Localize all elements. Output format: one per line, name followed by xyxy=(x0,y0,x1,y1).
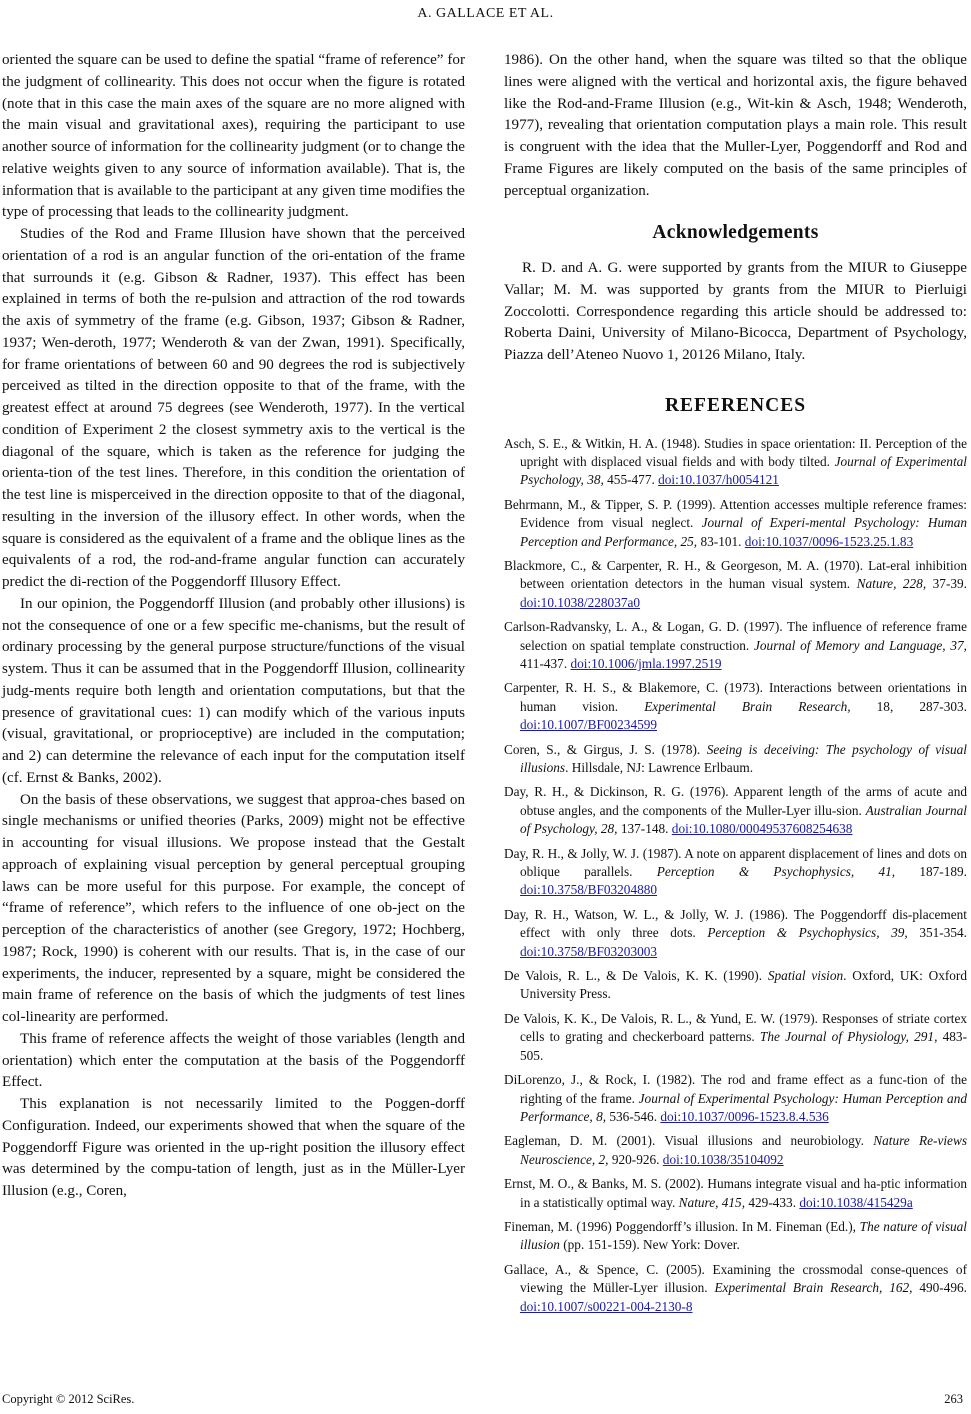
reference-pages: 411-437. xyxy=(520,655,571,671)
reference-journal: Journal of Experimental Psychology, 38, xyxy=(520,453,967,488)
reference-pages: 83-101. xyxy=(697,533,742,549)
doi-link[interactable]: doi:10.1007/BF00234599 xyxy=(520,717,658,733)
reference-journal: Perception & Psychophysics, 41, xyxy=(656,864,896,880)
reference-item xyxy=(504,1132,967,1169)
reference-pages: 455-477. xyxy=(603,472,655,488)
reference-pages: 483-505. xyxy=(520,1029,967,1063)
reference-item xyxy=(504,967,967,1004)
doi-link[interactable]: doi:10.1038/35104092 xyxy=(662,1151,784,1167)
reference-journal: Seeing is deceiving: The psychology of visual illusions xyxy=(520,741,968,775)
doi-link[interactable]: doi:10.1038/228037a0 xyxy=(520,594,641,610)
reference-text: Carlson-Radvansky, L. A., & Logan, G. D. (1997). The influence of reference frame selection on spatial template construction. xyxy=(504,619,967,653)
reference-journal: Australian Journal of Psychology, 28, xyxy=(520,802,967,837)
reference-pages: 920-926. xyxy=(608,1151,663,1167)
reference-text: Eagleman, D. M. (2001). Visual illusions and neurobiology. xyxy=(504,1133,874,1149)
reference-journal: Nature, 415, xyxy=(678,1194,746,1210)
reference-journal: Nature, 228, xyxy=(856,576,927,592)
reference-item xyxy=(504,435,967,490)
reference-pages: 18, 287-303. xyxy=(850,698,968,714)
right-column xyxy=(504,50,967,1322)
reference-item xyxy=(504,1071,967,1126)
reference-text: Day, R. H., Watson, W. L., & Jolly, W. J. (1986). The Poggendorff dis-placement effect with only three dots. xyxy=(504,906,967,941)
reference-pages: 187-189. xyxy=(895,864,968,880)
doi-link[interactable]: doi:10.3758/BF03204880 xyxy=(520,882,658,898)
reference-journal: Experimental Brain Research, 162, xyxy=(714,1280,913,1296)
reference-pages: 429-433. xyxy=(745,1194,797,1210)
paragraph: In our opinion, the Poggendorff Illusion (and probably other illusions) is not the consequence of one or a few specific me-chanisms, but the result of ordinary processing by the general purpose structure/functions of the visual system. Thus it can be assumed that in the Poggendorff Illusion, collinearity judg-ments require both length and orientation computations, but that the presence of gravitational cues: 1) can modify which of the various inputs (visual, gravitational, or proprioceptive) are included in the computation; and 2) can determine the relevance of each input for the computation itself (cf. Ernst & Banks, 2002). xyxy=(2,595,465,786)
reference-text: Day, R. H., & Dickinson, R. G. (1976). Apparent length of the arms of acute and obtuse angles, and the components of the Muller-Lyer illu-sion. xyxy=(504,784,967,818)
reference-pages: (pp. 151-159). New York: Dover. xyxy=(559,1237,740,1253)
doi-link[interactable]: doi:10.3758/BF03203003 xyxy=(520,943,658,959)
reference-journal: The Journal of Physiology, 291, xyxy=(759,1029,938,1045)
reference-pages: . Hillsdale, NJ: Lawrence Erlbaum. xyxy=(565,760,754,775)
doi-link[interactable]: doi:10.1037/h0054121 xyxy=(658,472,779,488)
reference-text: Ernst, M. O., & Banks, M. S. (2002). Humans integrate visual and ha-ptic information in a statistically optimal way. xyxy=(504,1176,967,1210)
left-column xyxy=(2,50,465,1203)
reference-journal: Journal of Memory and Language, 37, xyxy=(754,637,967,653)
paragraph: oriented the square can be used to define the spatial “frame of reference” for the judgment of collinearity. This does not occur when the figure is rotated (note that in this case the main axes of the square are no more aligned with the main visual and gravitational axes), requiring the participant to use another source of information for the collinearity judgment (or to change the relative weights given to any source of information available). That is, the information that is available to the participant at any given time modifies the type of processing that leads to the collinearity judgment. xyxy=(2,52,465,221)
doi-link[interactable]: doi:10.1037/0096-1523.8.4.536 xyxy=(660,1108,829,1124)
paragraph: Studies of the Rod and Frame Illusion have shown that the perceived orientation of a rod is an angular function of the ori-entation of the frame that surrounds it (e.g. Gibson & Radner, 1937). This effect has been explained in terms of both the re-pulsion and attraction of the rod towards the axis of symmetry of the frame (e.g. Gibson, 1937; Gibson & Radner, 1937; Wen-deroth, 1977; Wenderoth & van der Zwan, 1991). Specifically, for frame orientations of between 60 and 90 degrees the rod is subjectively perceived as tilted in the direction opposite to that of the frame, with the greatest effect at around 75 degrees (see Wenderoth, 1977). In the vertical condition of Experiment 2 the closest symmetry axis to the vertical is the diagonal of the square, which is taken as the reference for judging the orienta-tion of the test lines. Therefore, in this condition the orientation of the test line is misperceived in the direction opposite to that of the diagonal, resulting in the inversion of the illusory effect. In other words, when the square is considered as the equivalent of a frame and the oblique lines as the equivalents of a rod, the rod-and-frame angular function can accurately predict the di-rection of the Poggendorff Illusory Effect. xyxy=(2,226,465,590)
reference-text: De Valois, K. K., De Valois, R. L., & Yund, E. W. (1979). Responses of striate cortex cells to grating and checkerboard patterns. xyxy=(504,1010,967,1045)
acknowledgements-text: R. D. and A. G. were supported by grants from the MIUR to Giuseppe Vallar; M. M. was supported by grants from the MIUR to Pierluigi Zoccolotti. Correspondence regarding this article should be addressed to: Roberta Daini, University of Milano-Bicocca, Department of Psychology, Piazza dell’Ateneo Nuovo 1, 20126 Milano, Italy. xyxy=(504,260,967,363)
paragraph: 1986). On the other hand, when the square was tilted so that the oblique lines were aligned with the vertical and horizontal axis, the figure behaved like the Rod-and-Frame Illusion (e.g., Wit-kin & Asch, 1948; Wenderoth, 1977), revealing that orientation computation plays a main role. This result is congruent with the idea that the Muller-Lyer, Poggendorff and Rod and Frame Figures are likely computed on the basis of the same principles of perceptual organization. xyxy=(504,52,967,199)
reference-text: De Valois, R. L., & De Valois, K. K. (1990). xyxy=(504,968,768,984)
reference-journal: Journal of Experi-mental Psychology: Human Perception and Performance, 25, xyxy=(520,515,967,549)
reference-journal: Experimental Brain Research, xyxy=(644,698,851,714)
reference-journal: Spatial vision xyxy=(767,968,844,984)
reference-text: Gallace, A., & Spence, C. (2005). Examining the crossmodal conse-quences of viewing the Müller-Lyer illusion. xyxy=(504,1261,967,1296)
reference-item xyxy=(504,1261,967,1316)
acknowledgements-heading: Acknowledgements xyxy=(652,222,819,244)
reference-pages: 37-39. xyxy=(926,576,967,592)
running-head: A. GALLACE ET AL. xyxy=(417,6,554,21)
reference-pages: 351-354. xyxy=(907,925,967,941)
page-number: 263 xyxy=(944,1392,963,1406)
reference-text: Coren, S., & Girgus, J. S. (1978). xyxy=(504,741,707,757)
reference-pages: 137-148. xyxy=(617,821,669,837)
reference-item xyxy=(504,741,967,778)
reference-item xyxy=(504,618,967,673)
reference-pages: . Oxford, UK: Oxford University Press. xyxy=(520,968,967,1002)
copyright: Copyright © 2012 SciRes. xyxy=(2,1392,135,1406)
reference-journal: Perception & Psychophysics, 39, xyxy=(707,925,908,941)
reference-journal: Journal of Experimental Psychology: Human Perception and Performance, 8, xyxy=(520,1090,967,1124)
reference-item xyxy=(504,679,967,734)
reference-item xyxy=(504,1175,967,1212)
doi-link[interactable]: doi:10.1080/00049537608254638 xyxy=(671,821,853,837)
reference-text: Behrmann, M., & Tipper, S. P. (1999). Attention accesses multiple reference frames: Evidence from visual neglect. xyxy=(504,496,967,531)
reference-list xyxy=(504,435,967,1316)
reference-journal: The nature of visual illusion xyxy=(520,1218,967,1253)
doi-link[interactable]: doi:10.1006/jmla.1997.2519 xyxy=(570,655,722,671)
doi-link[interactable]: doi:10.1037/0096-1523.25.1.83 xyxy=(744,533,914,549)
paragraph: On the basis of these observations, we suggest that approa-ches based on single mechanisms or unified theories (Parks, 2009) might not be effective in accounting for visual illusions. We propose instead that the Gestalt approach of explaining visual perception by general perceptual grouping laws can be more useful for this purpose. For example, the concept of “frame of reference”, which refers to the influence of one ob-ject on the perception of the characteristics of another (see Gregory, 1972; Hochberg, 1987; Rock, 1990) is coherent with our results. That is, in the case of our experiments, the inducer, represented by a square, might be considered the main frame of reference on the basis of which the judgments of test lines col-linearity are performed. xyxy=(2,791,465,1025)
reference-text: Fineman, M. (1996) Poggendorff’s illusion. In M. Fineman (Ed.), xyxy=(504,1218,860,1234)
reference-item xyxy=(504,1218,967,1255)
paragraph: This frame of reference affects the weight of those variables (length and orientation) which enter the computation at the basis of the Poggendorff Effect. xyxy=(2,1030,465,1091)
reference-item xyxy=(504,557,967,612)
reference-item xyxy=(504,496,967,551)
doi-link[interactable]: doi:10.1007/s00221-004-2130-8 xyxy=(520,1298,693,1314)
reference-text: DiLorenzo, J., & Rock, I. (1982). The rod and frame effect as a func-tion of the righting of the frame. xyxy=(504,1072,967,1106)
reference-text: Day, R. H., & Jolly, W. J. (1987). A note on apparent displacement of lines and dots on oblique parallels. xyxy=(504,845,967,880)
paragraph: This explanation is not necessarily limited to the Poggen-dorff Configuration. Indeed, our experiments showed that when the square of the Poggendorff Figure was oriented in the up-right position the illusory effect was determined by the compu-tation of length, just as in the Müller-Lyer Illusion (e.g., Coren, xyxy=(2,1096,465,1199)
doi-link[interactable]: doi:10.1038/415429a xyxy=(799,1194,913,1210)
reference-text: Carpenter, R. H. S., & Blakemore, C. (1973). Interactions between orientations in human vision. xyxy=(504,680,967,714)
reference-item xyxy=(504,906,967,961)
references-heading: REFERENCES xyxy=(664,394,807,416)
reference-item xyxy=(504,783,967,838)
reference-item xyxy=(504,1010,967,1065)
reference-pages: 536-546. xyxy=(606,1108,658,1124)
reference-item xyxy=(504,845,967,900)
reference-text: Asch, S. E., & Witkin, H. A. (1948). Studies in space orientation: II. Perception of the upright with displaced visual fields and with body tilted. xyxy=(504,435,967,469)
reference-pages: 490-496. xyxy=(912,1280,967,1296)
reference-journal: Nature Re-views Neuroscience, 2, xyxy=(520,1133,967,1167)
reference-text: Blackmore, C., & Carpenter, R. H., & Georgeson, M. A. (1970). Lat-eral inhibition between orientation detectors in the human visual system. xyxy=(504,557,967,592)
